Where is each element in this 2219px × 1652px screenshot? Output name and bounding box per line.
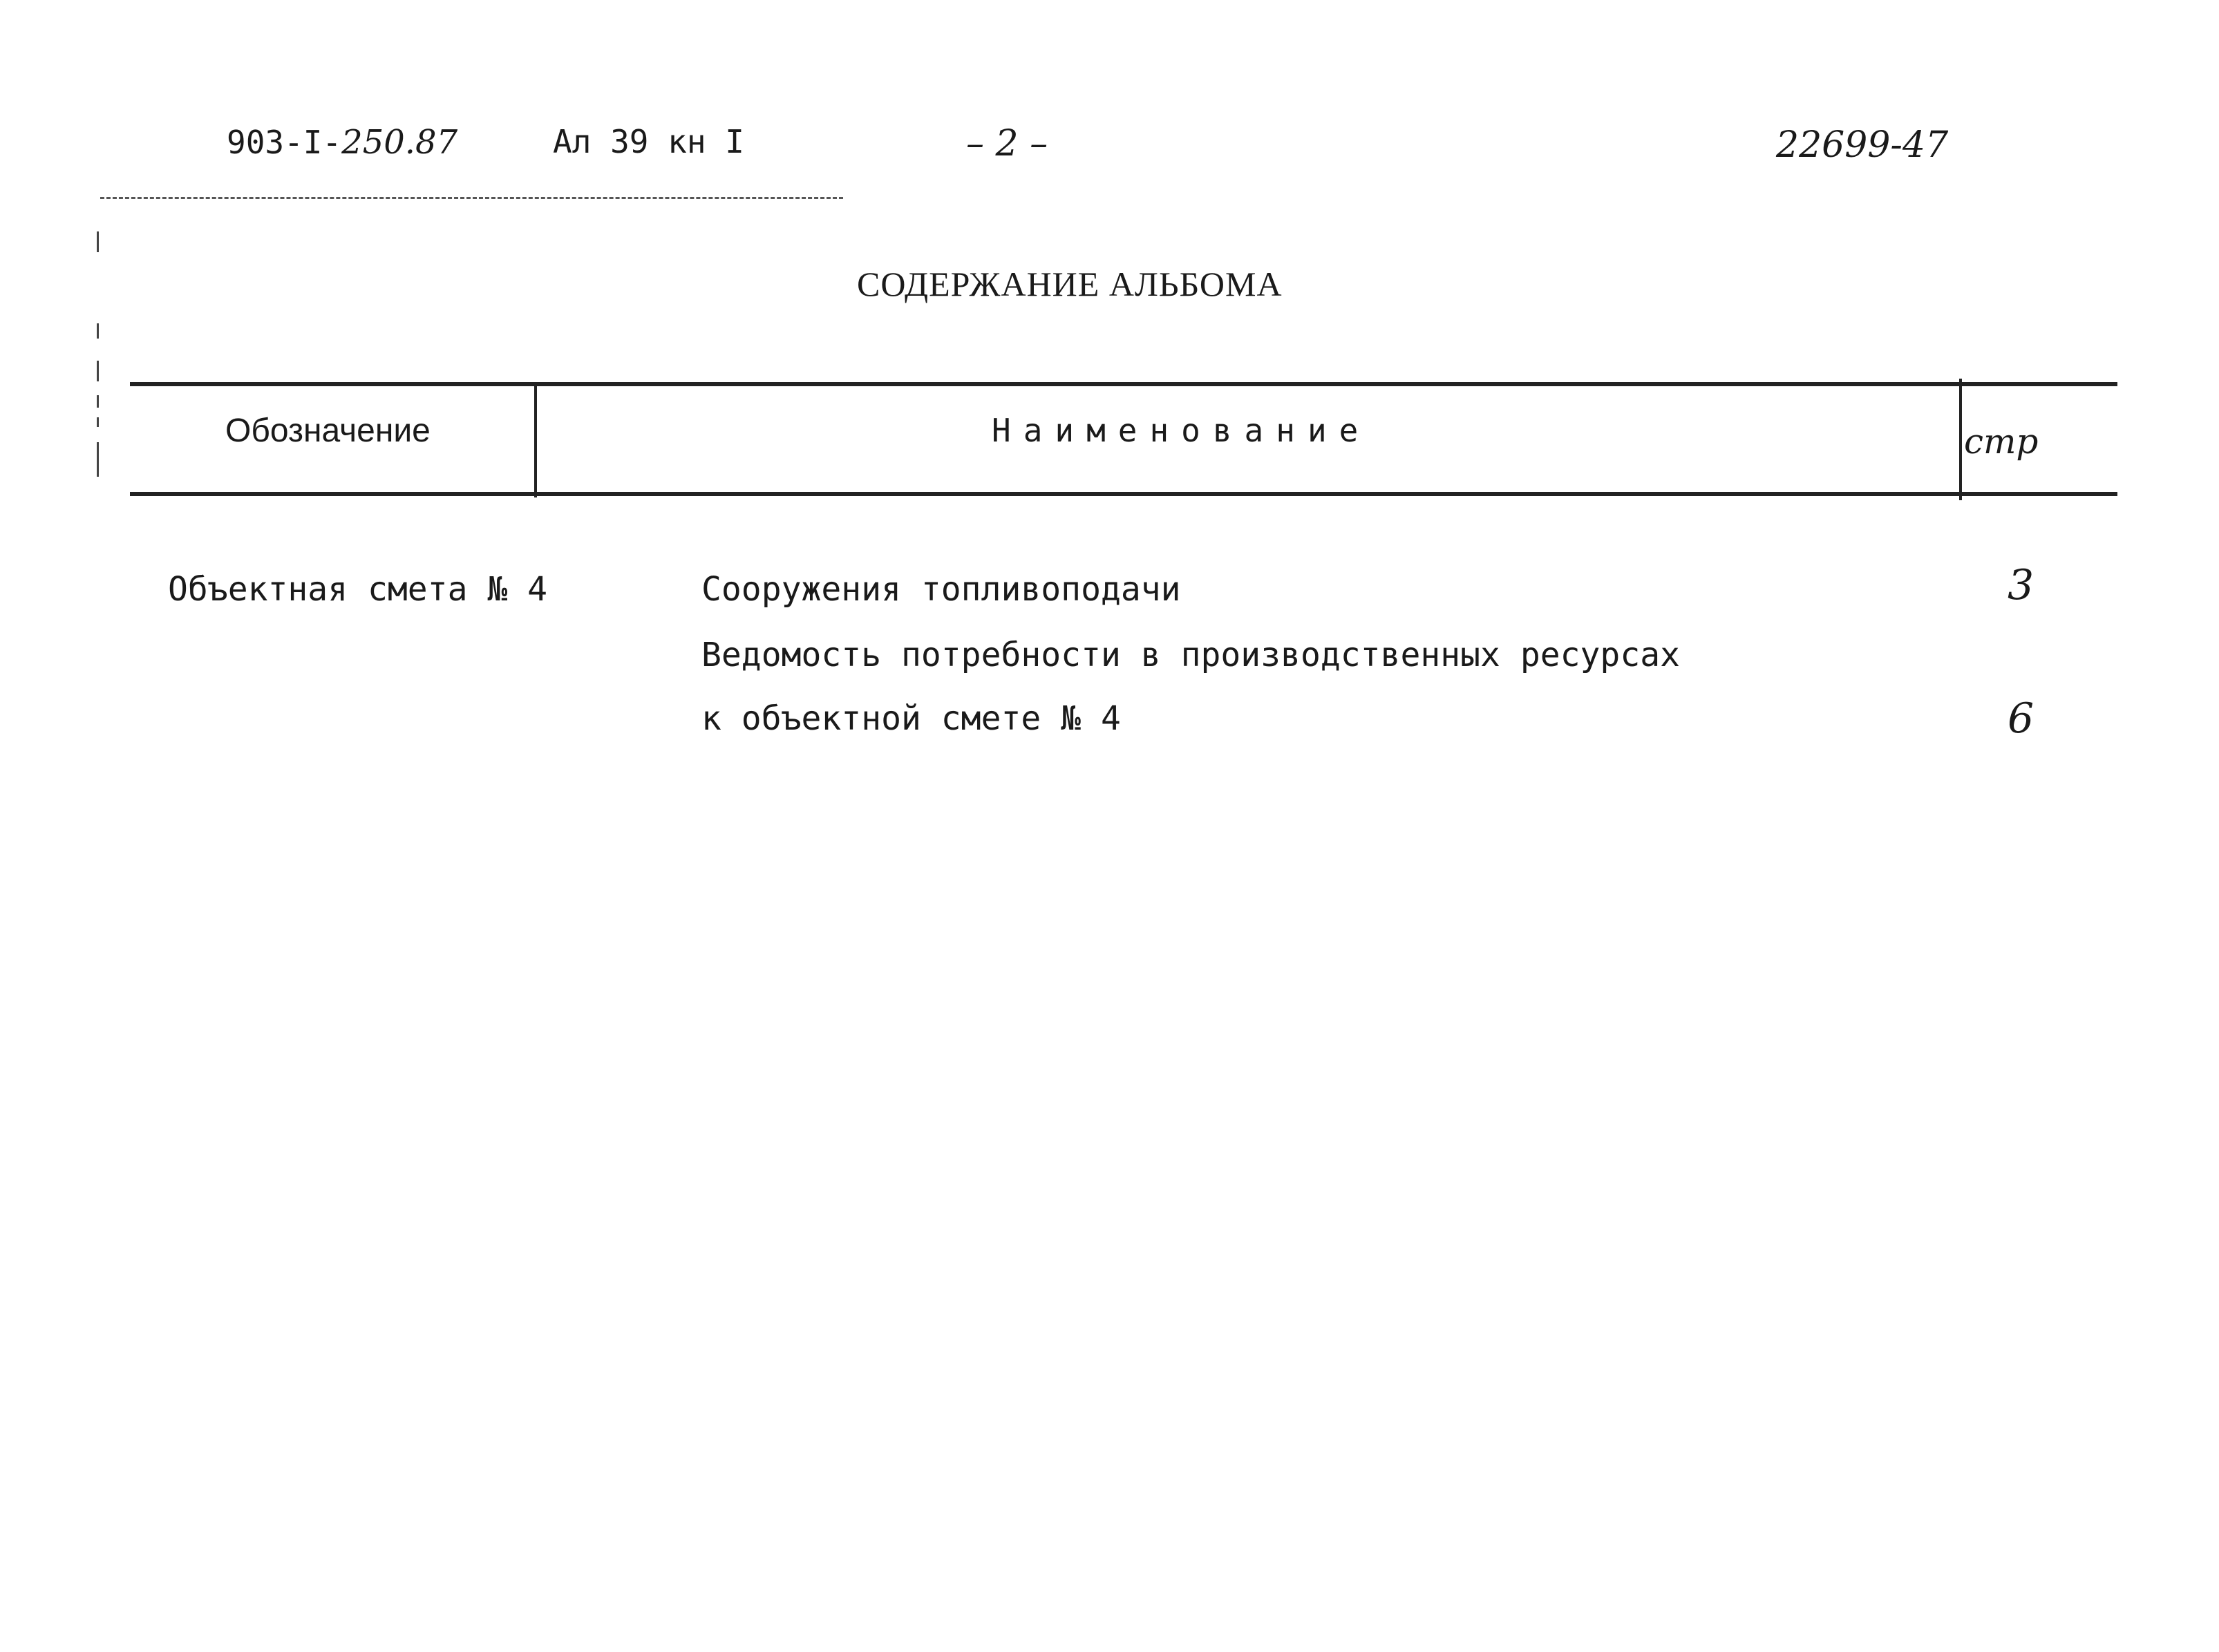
album-reference: Ал 39 кн I: [553, 123, 744, 160]
page-number: – 2 –: [966, 123, 1048, 164]
document-code-handwritten: 250.87: [341, 123, 458, 162]
document-code-prefix: 903-I-: [227, 124, 342, 161]
row-name: Сооружения топливоподачи: [701, 570, 1181, 609]
document-code: [227, 123, 457, 162]
column-header-designation: Обозначение: [225, 412, 431, 449]
row-page: 3: [2008, 561, 2034, 609]
table-header-bottom-rule: [130, 492, 2117, 496]
row-page: 6: [2008, 694, 2034, 743]
row-name: к объектной смете № 4: [701, 699, 1121, 738]
header-underline: [100, 197, 843, 199]
column-header-page: стр: [1964, 421, 2039, 462]
table-top-rule: [130, 382, 2117, 386]
row-name: Ведомость потребности в производственных ресурсах: [701, 636, 1681, 674]
row-designation: Объектная смета № 4: [168, 570, 548, 609]
margin-mark: [97, 361, 99, 381]
margin-mark: [97, 395, 99, 408]
archive-number: 22699-47: [1776, 124, 1949, 166]
column-divider: [534, 386, 537, 497]
margin-mark: [97, 442, 99, 477]
margin-mark: [97, 231, 99, 252]
margin-mark: [97, 417, 99, 427]
margin-mark: [97, 323, 99, 339]
album-title: СОДЕРЖАНИЕ АЛЬБОМА: [857, 265, 1283, 303]
column-header-name: Наименование: [992, 412, 1371, 449]
column-divider: [1959, 379, 1962, 500]
